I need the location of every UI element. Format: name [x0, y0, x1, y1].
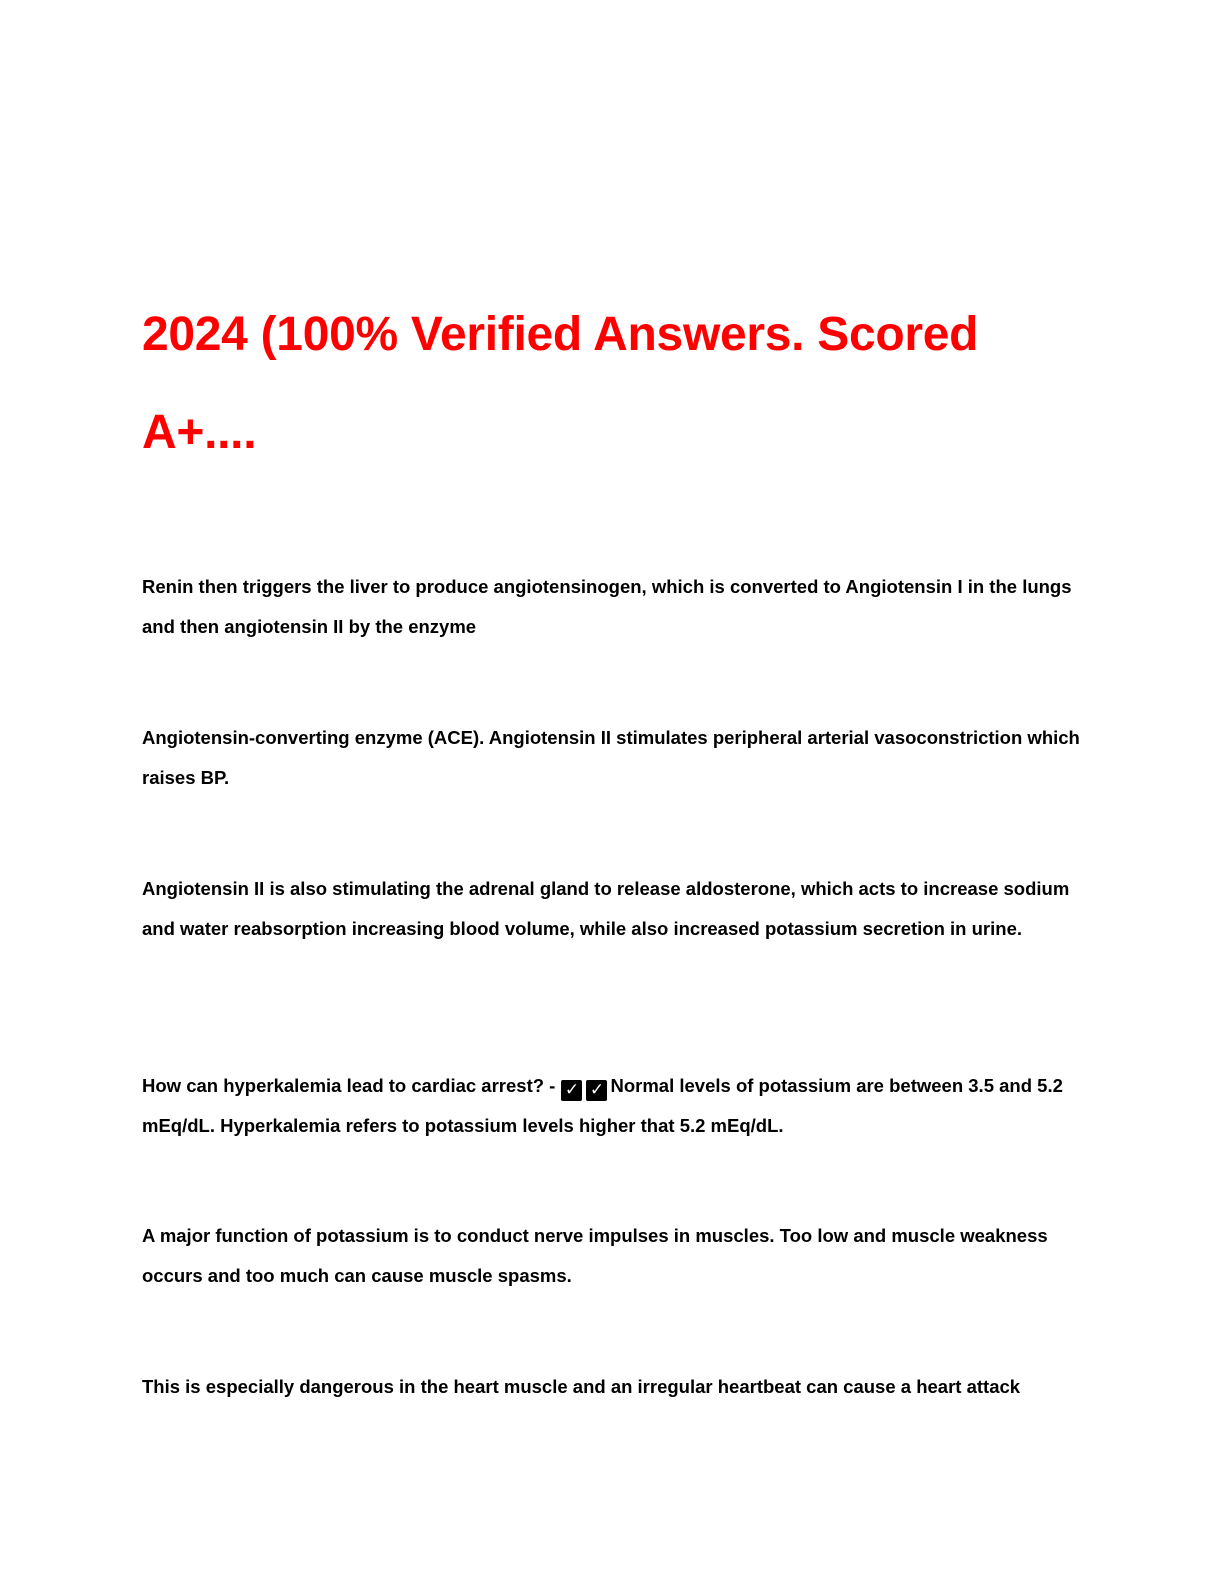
- paragraph-heart-danger: This is especially dangerous in the heart muscle and an irregular heartbeat can cause a heart attack: [142, 1376, 1021, 1397]
- question-text: How can hyperkalemia lead to cardiac arrest? -: [142, 1075, 556, 1096]
- paragraph-potassium-function: A major function of potassium is to conduct nerve impulses in muscles. Too low and muscle weakness occurs and too much can cause muscle spasms.: [142, 1225, 1048, 1286]
- answer-text: Normal levels of potassium are between 3.5 and 5.2 mEq/dL. Hyperkalemia refers to potassium levels higher that 5.2 mEq/dL.: [142, 1075, 1063, 1136]
- checkmark-icon: ✓: [561, 1080, 582, 1101]
- paragraph-aldosterone: Angiotensin II is also stimulating the adrenal gland to release aldosterone, which acts to increase sodium and water reabsorption increasing blood volume, while also increased potassium secretion in urine.: [142, 878, 1070, 939]
- qa-hyperkalemia: [142, 1066, 1082, 1146]
- paragraph-ace: Angiotensin-converting enzyme (ACE). Angiotensin II stimulates peripheral arterial vasoconstriction which raises BP.: [142, 727, 1080, 788]
- document-title: 2024 (100% Verified Answers. Scored A+....: [142, 308, 979, 459]
- checkmark-icon: ✓: [586, 1080, 607, 1101]
- paragraph-renin: Renin then triggers the liver to produce angiotensinogen, which is converted to Angiotensin I in the lungs and then angiotensin II by the enzyme: [142, 576, 1072, 637]
